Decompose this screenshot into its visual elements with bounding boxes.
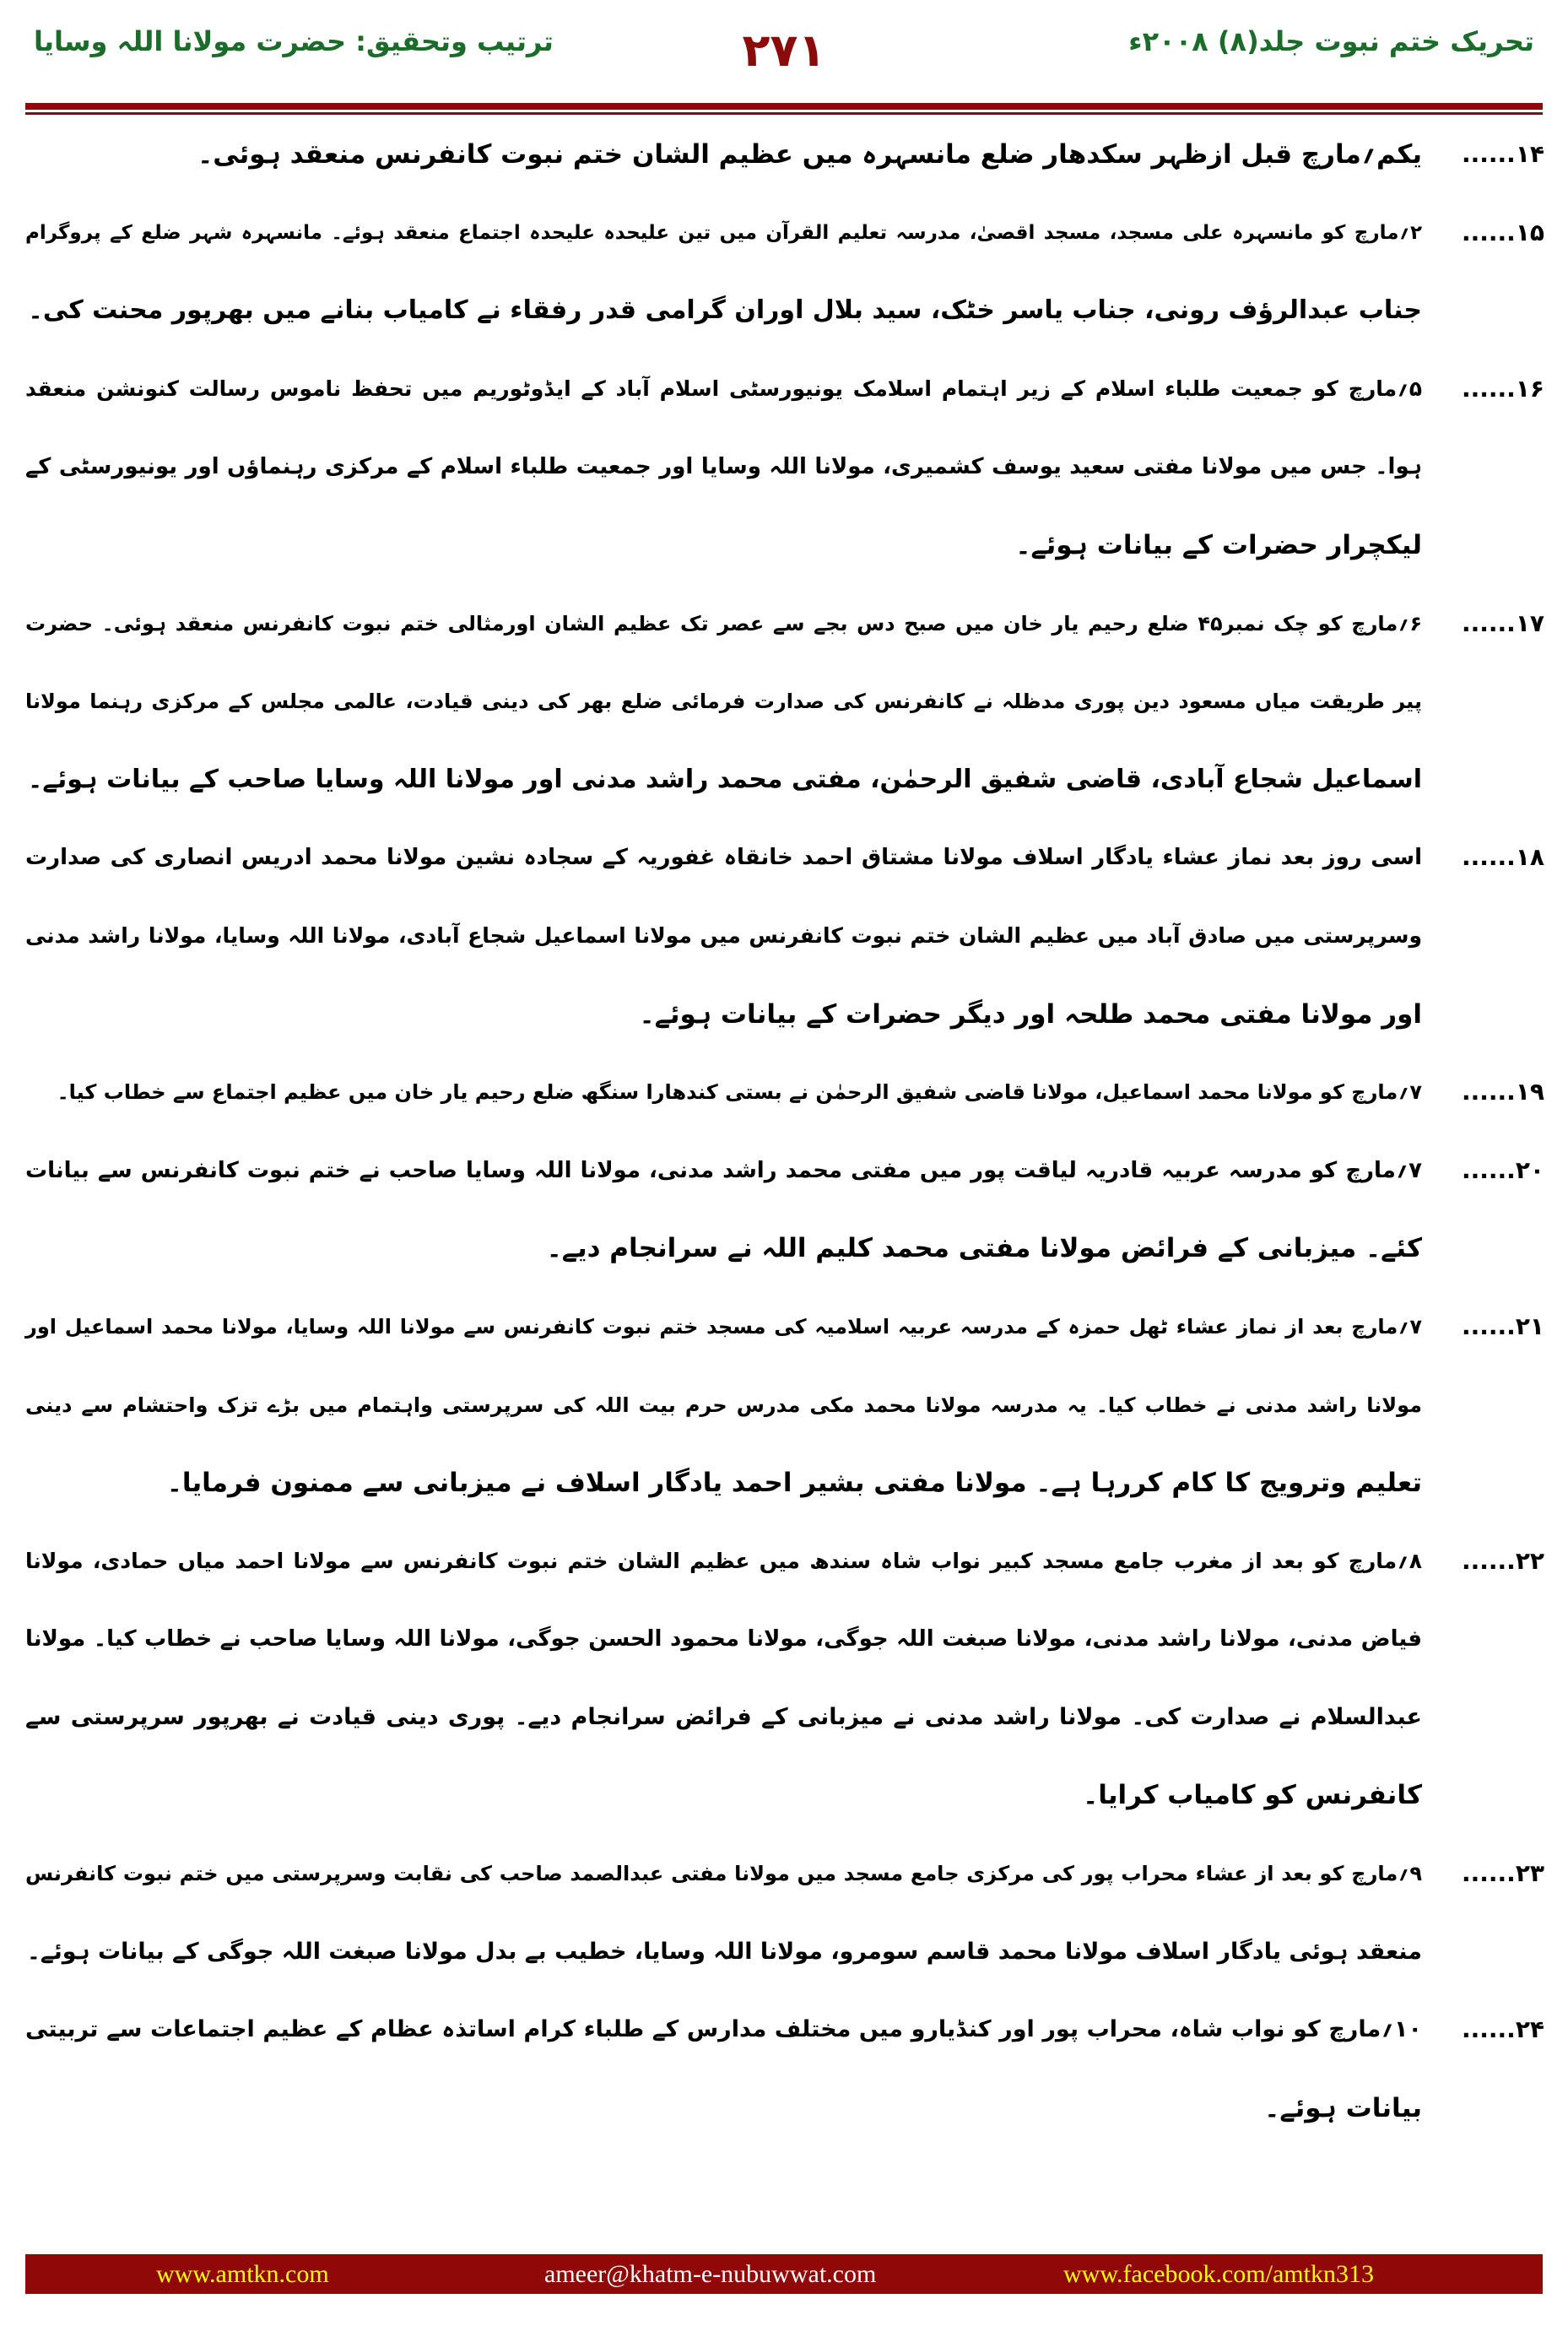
entry-text-line: اسماعیل شجاع آبادی، قاضی شفیق الرحمٰن، مفتی محمد راشد مدنی اور مولانا اللہ وسایا صاحب کے بیانات ہوئے۔ <box>27 764 1422 794</box>
email-link[interactable]: ameer@khatm-e-nubuwwat.com <box>544 2260 877 2288</box>
entry-text-line: ۸؍مارچ کو بعد از مغرب جامع مسجد کبیر نواب شاہ سندھ میں عظیم الشان ختم نبوت کانفرنس سے مولانا احمد میاں حمادی، مولانا <box>25 1548 1422 1573</box>
entry-text-line: پیر طریقت میاں مسعود دین پوری مدظلہ نے کانفرنس کی صدارت فرمائی ضلع بھر کی دینی قیادت، عالمی مجلس کے مرکزی رہنما مولانا <box>25 690 1422 714</box>
entry-number: ۱۴...... <box>1461 140 1544 168</box>
entry-text-line: ۶؍مارچ کو چک نمبر۴۵ ضلع رحیم یار خان میں صبح دس بجے سے عصر تک عظیم الشان اورمثالی ختم نبوت کانفرنس منعقد ہوئی۔ حضرت <box>25 611 1422 636</box>
entry-number: ۱۷...... <box>1461 608 1544 637</box>
entry-text-line: ۵؍مارچ کو جمعیت طلباء اسلام کے زیر اہتمام اسلامک یونیورسٹی اسلام آباد کے ایڈوٹوریم میں تحفظ ناموس رسالت کنونشن منعقد <box>25 376 1422 401</box>
facebook-link[interactable]: www.facebook.com/amtkn313 <box>1063 2260 1374 2288</box>
entry-text-line: لیکچرار حضرات کے بیانات ہوئے۔ <box>1015 529 1422 560</box>
entry-number: ۲۰...... <box>1461 1155 1544 1184</box>
header-rule-thin <box>25 112 1543 115</box>
entry <box>25 350 1544 585</box>
entry-number: ۱۶...... <box>1461 374 1544 403</box>
entry <box>25 585 1544 819</box>
entry-text-line: کانفرنس کو کامیاب کرایا۔ <box>1083 1780 1422 1811</box>
entry-text-line: منعقد ہوئی یادگار اسلاف مولانا محمد قاسم سومرو، مولانا اللہ وسایا، خطیب بے بدل مولانا صبغت اللہ جوگی کے بیانات ہوئے۔ <box>27 1938 1422 1965</box>
entry <box>25 1523 1544 1835</box>
entry-text-line: ۷؍مارچ بعد از نماز عشاء ٹھل حمزہ کے مدرسہ عربیہ اسلامیہ کی مسجد ختم نبوت کانفرنس سے مولانا اللہ وسایا، مولانا محمد اسماعیل اور <box>25 1314 1422 1339</box>
entry-text-line: عبدالسلام نے صدارت کی۔ مولانا راشد مدنی نے میزبانی کے فرائض سرانجام دیے۔ پوری دینی قیادت نے بھرپور سرپرستی سے <box>25 1703 1422 1730</box>
entry <box>25 1053 1544 1132</box>
entry <box>25 819 1544 1053</box>
entry-text-line: جناب عبدالرؤف رونی، جناب یاسر خٹک، سید بلال اوران گرامی قدر رفقاء نے کامیاب بنانے میں بھرپور محنت کی۔ <box>28 295 1422 326</box>
footer-bar <box>25 2254 1543 2294</box>
entry-number: ۱۹...... <box>1461 1078 1544 1106</box>
header-rule-thick <box>25 103 1543 110</box>
entry-text-line: ۷؍مارچ کو مولانا محمد اسماعیل، مولانا قاضی شفیق الرحمٰن نے بستی کندھارا سنگھ ضلع رحیم یار خان میں عظیم اجتماع سے خطاب کیا۔ <box>57 1080 1422 1105</box>
entry-number: ۱۸...... <box>1461 843 1544 872</box>
entry-number: ۲۲...... <box>1461 1546 1544 1575</box>
compiler-credit: ترتیب وتحقیق: حضرت مولانا اللہ وسایا <box>34 25 554 57</box>
entry-text-line: ۹؍مارچ کو بعد از عشاء محراب پور کی مرکزی جامع مسجد میں مولانا مفتی عبدالصمد صاحب کی نقابت وسرپرستی میں ختم نبوت کانفرنس <box>25 1862 1422 1886</box>
entry <box>25 116 1544 194</box>
entry <box>25 1835 1544 1991</box>
entry-number: ۲۴...... <box>1461 2015 1544 2044</box>
entry-text-line: ۱۰؍مارچ کو نواب شاہ، محراب پور اور کنڈیارو میں مختلف مدارس کے طلباء کرام اساتذہ عظام کے عظیم اجتماعات سے تربیتی <box>25 2016 1422 2043</box>
entry-number: ۲۳...... <box>1461 1859 1544 1888</box>
entry-text-line: وسرپرستی میں صادق آباد میں عظیم الشان ختم نبوت کانفرنس میں مولانا اسماعیل شجاع آبادی، مولانا اللہ وسایا، مولانا راشد مدنی <box>25 922 1422 948</box>
entry-number: ۲۱...... <box>1461 1312 1544 1340</box>
entry-text-line: فیاض مدنی، مولانا راشد مدنی، مولانا صبغت اللہ جوگی، مولانا محمود الحسن جوگی، مولانا اللہ وسایا صاحب نے خطاب کیا۔ مولانا <box>25 1626 1422 1652</box>
entry-text-line: ۲؍مارچ کو مانسہرہ علی مسجد، مسجد اقصیٰ، مدرسہ تعلیم القرآن میں تین علیحدہ علیحدہ اجتماع منعقد ہوئے۔ مانسہرہ شہر ضلع کے پروگرام <box>25 221 1422 244</box>
entry-text-line: بیانات ہوئے۔ <box>1264 2092 1422 2123</box>
entry <box>25 1991 1544 2147</box>
page-number: ۲۷۱ <box>742 24 826 77</box>
entry-text-line: ہوا۔ جس میں مولانا مفتی سعید یوسف کشمیری، مولانا اللہ وسایا اور جمعیت طلباء اسلام کے مرکزی رہنماؤں اور یونیورسٹی کے <box>25 454 1422 480</box>
entries-list <box>25 116 1544 2147</box>
entry-text-line: کئے۔ میزبانی کے فرائض مولانا مفتی محمد کلیم اللہ نے سرانجام دیے۔ <box>546 1233 1422 1264</box>
entry-text-line: اسی روز بعد نماز عشاء یادگار اسلاف مولانا مشتاق احمد خانقاہ غفوریہ کے سجادہ نشین مولانا محمد ادریس انصاری کی صدارت <box>25 845 1422 871</box>
website-link[interactable]: www.amtkn.com <box>156 2260 329 2288</box>
entry-number: ۱۵...... <box>1461 218 1544 246</box>
entry <box>25 1288 1544 1523</box>
entry-text-line: ۷؍مارچ کو مدرسہ عربیہ قادریہ لیاقت پور میں مفتی محمد راشد مدنی، مولانا اللہ وسایا صاحب نے ختم نبوت کانفرنس سے بیانات <box>25 1157 1422 1183</box>
entry-text-line: اور مولانا مفتی محمد طلحہ اور دیگر حضرات کے بیانات ہوئے۔ <box>639 998 1422 1030</box>
entry <box>25 194 1544 350</box>
entry-text-line: تعلیم وترویج کا کام کررہا ہے۔ مولانا مفتی بشیر احمد یادگار اسلاف نے میزبانی سے ممنون فرمایا۔ <box>166 1468 1422 1499</box>
entry-text-line: یکم؍مارچ قبل ازظہر سکدھار ضلع مانسہرہ میں عظیم الشان ختم نبوت کانفرنس منعقد ہوئی۔ <box>197 139 1422 170</box>
entry <box>25 1132 1544 1288</box>
book-title: تحریک ختم نبوت جلد(۸) ۲۰۰۸ء <box>1128 25 1534 57</box>
entry-text-line: مولانا راشد مدنی نے خطاب کیا۔ یہ مدرسہ مولانا محمد مکی مدرس حرم بیت اللہ کی سرپرستی واہتمام میں بڑے تزک واحتشام سے دینی <box>25 1393 1423 1417</box>
